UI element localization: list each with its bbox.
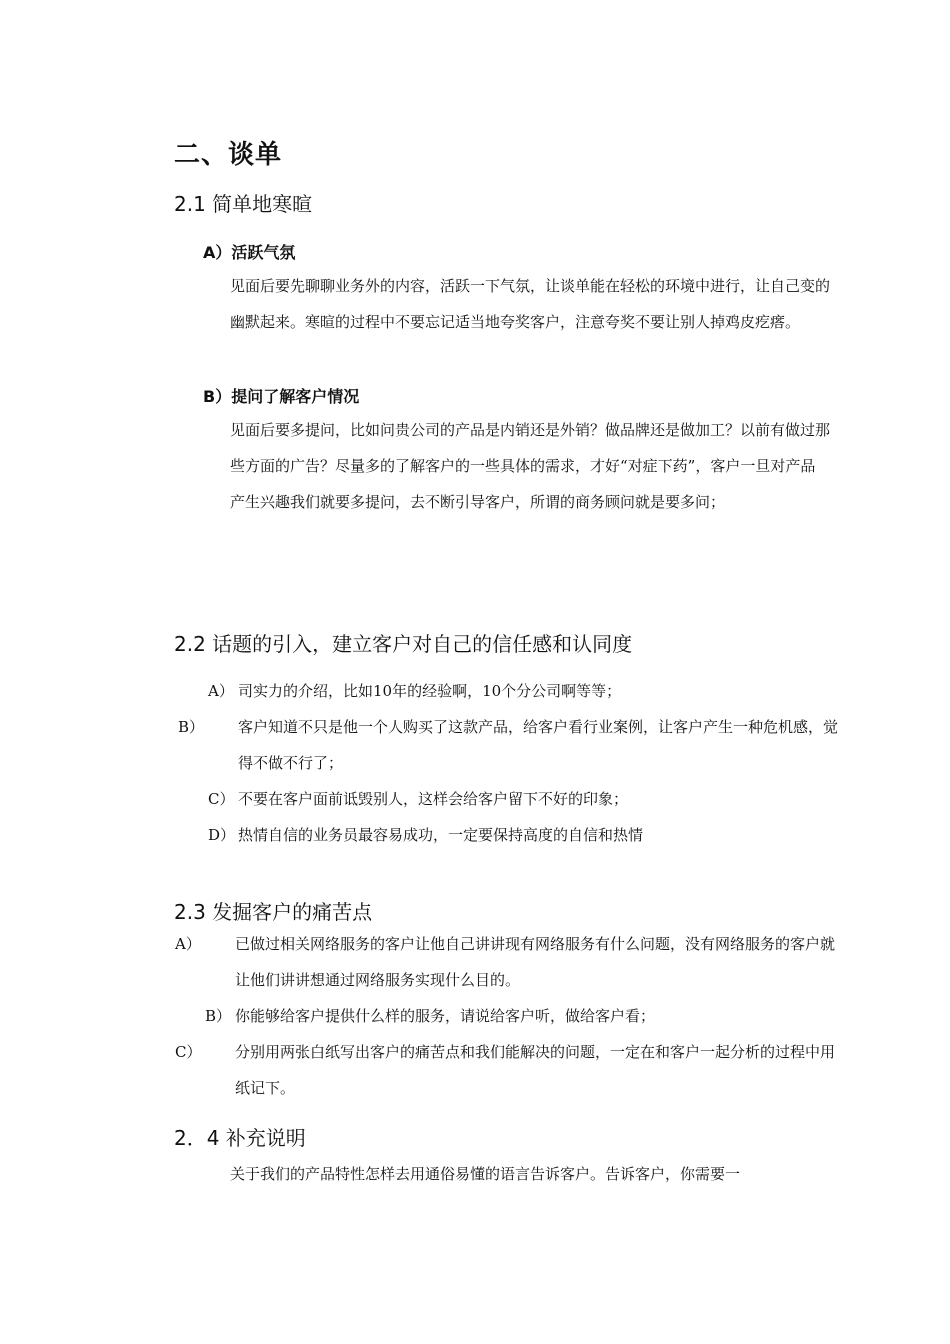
list-marker: B）	[178, 718, 205, 736]
list-item-2-2-d	[208, 817, 828, 853]
list-text: 司实力的介绍，比如10年的经验啊，10个分公司啊等等；	[238, 682, 622, 700]
list-marker: B）	[205, 1007, 232, 1025]
list-marker: A）	[208, 682, 234, 700]
list-marker: D）	[208, 826, 236, 844]
heading-2-4: 2．4 补充说明	[174, 1126, 306, 1150]
subheading-2-1-b: B）提问了解客户情况	[203, 387, 360, 406]
list-marker: A）	[175, 935, 201, 953]
list-marker: C）	[208, 790, 235, 808]
paragraph-2-1-b: 见面后要多提问，比如问贵公司的产品是内销还是外销？做品牌还是做加工？以前有做过那些方面的广告？尽量多的了解客户的一些具体的需求，才好“对症下药”，客户一旦对产品产生兴趣我们就要多提问，去不断引导客户，所谓的商务顾问就是要多问；	[230, 421, 831, 511]
list-text: 不要在客户面前诋毁别人，这样会给客户留下不好的印象；	[238, 790, 629, 808]
section-title: 二、谈单	[174, 140, 283, 170]
list-item-2-3-a	[175, 926, 840, 998]
list-text: 客户知道不只是他一个人购买了这款产品，给客户看行业案例，让客户产生一种危机感，觉得不做不行了；	[238, 718, 839, 772]
heading-2-1: 2.1 简单地寒暄	[174, 192, 313, 216]
list-item-2-3-c	[175, 1034, 840, 1106]
heading-2-2: 2.2 话题的引入，建立客户对自己的信任感和认同度	[174, 632, 633, 656]
list-marker: C）	[175, 1043, 202, 1061]
list-text: 已做过相关网络服务的客户让他自己讲讲现有网络服务有什么问题，没有网络服务的客户就让他们讲讲想通过网络服务实现什么目的。	[235, 935, 836, 989]
list-item-2-2-a	[208, 673, 828, 709]
subheading-2-1-a: A）活跃气氛	[203, 243, 296, 262]
list-text: 分别用两张白纸写出客户的痛苦点和我们能解决的问题，一定在和客户一起分析的过程中用纸记下。	[235, 1043, 836, 1097]
list-item-2-3-b	[205, 998, 825, 1034]
list-item-2-2-c	[208, 781, 828, 817]
paragraph-2-1-a: 见面后要先聊聊业务外的内容，活跃一下气氛，让谈单能在轻松的环境中进行，让自己变的幽默起来。寒暄的过程中不要忘记适当地夸奖客户，注意夸奖不要让别人掉鸡皮疙瘩。	[230, 277, 831, 331]
list-text: 你能够给客户提供什么样的服务，请说给客户听，做给客户看；	[235, 1007, 656, 1025]
list-text: 热情自信的业务员最容易成功，一定要保持高度的自信和热情	[238, 826, 644, 844]
paragraph-2-4: 关于我们的产品特性怎样去用通俗易懂的语言告诉客户。告诉客户，你需要一	[230, 1165, 741, 1183]
list-item-2-2-b	[178, 709, 839, 781]
heading-2-3: 2.3 发掘客户的痛苦点	[174, 900, 373, 924]
